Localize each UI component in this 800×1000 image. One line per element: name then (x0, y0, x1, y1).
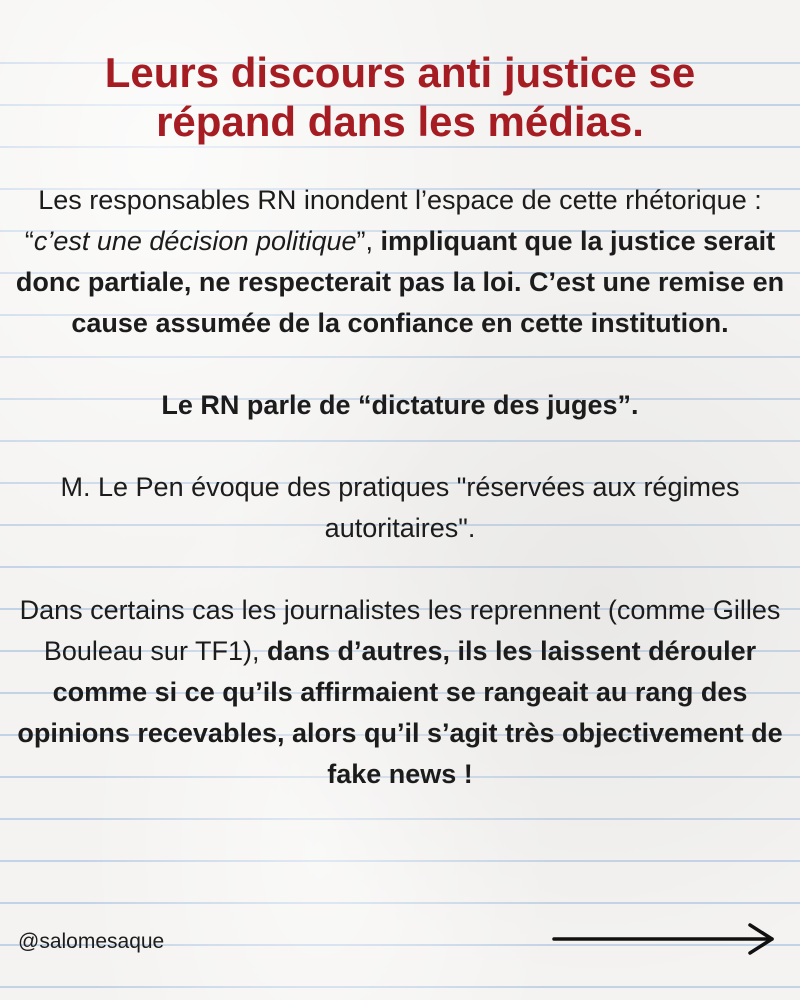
paragraph-le-pen: M. Le Pen évoque des pratiques "réservées aux régimes autoritaires". (60, 472, 740, 543)
page-title: Leurs discours anti justice se répand dans les médias. (104, 49, 696, 145)
author-handle: @salomesaque (18, 930, 165, 953)
journalists-intro-text: Dans certains cas les journalistes les reprennent (comme Gilles Bouleau sur TF1), (19, 595, 781, 666)
right-arrow-icon[interactable] (552, 920, 780, 960)
rhetoric-quote-text: c’est une décision politique (33, 226, 357, 256)
paragraph-journalists (10, 590, 790, 795)
rhetoric-quote-close-text: ”, (356, 226, 381, 256)
journalists-emphasis-text: dans d’autres, ils les laissent dérouler comme si ce qu’ils affirmaient se rangeait au rang des opinions recevables, alors qu’il s’agit très objectivement de fake news ! (17, 636, 783, 789)
paragraph-rhetoric (10, 180, 790, 344)
paragraph-dictature: Le RN parle de “dictature des juges”. (161, 390, 639, 420)
rhetoric-emphasis-text: impliquant que la justice serait donc partiale, ne respecterait pas la loi. C’est une remise en cause assumée de la confiance en cette institution. (15, 226, 785, 338)
rhetoric-intro-text: Les responsables RN inondent l’espace de cette rhétorique : “ (24, 185, 762, 256)
body-text (10, 180, 790, 795)
